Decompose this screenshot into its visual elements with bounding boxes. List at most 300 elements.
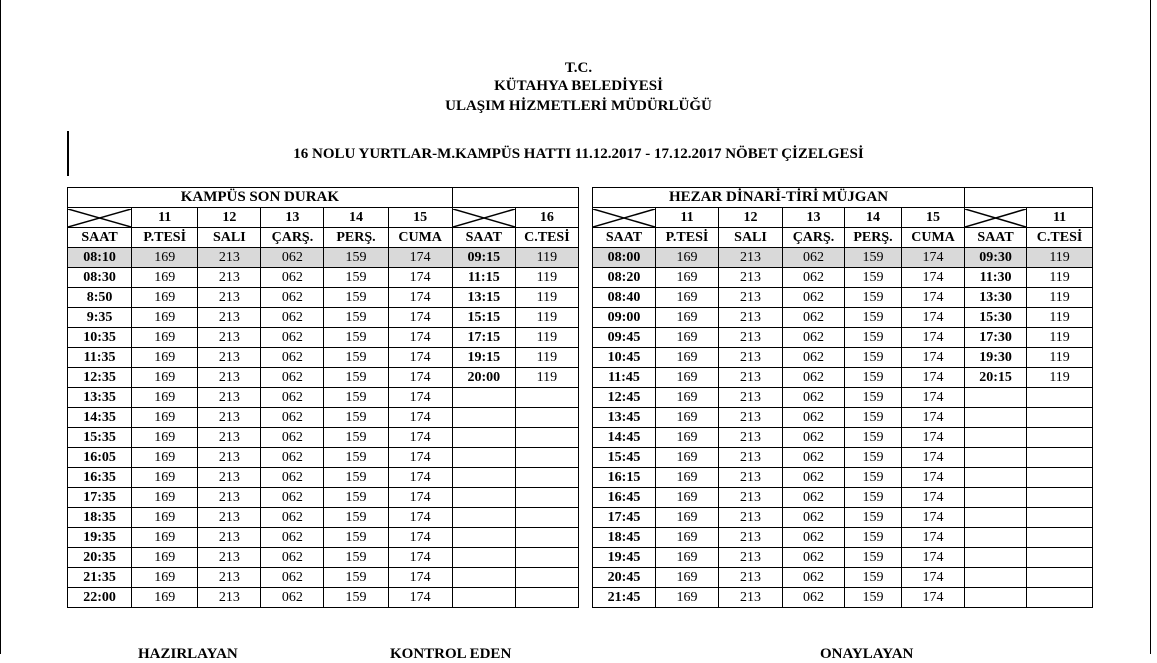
- value-cell: 213: [198, 368, 261, 388]
- value-cell: 174: [388, 348, 452, 368]
- table-row: [68, 408, 579, 428]
- saturday-time-cell: 11:30: [965, 268, 1027, 288]
- value-cell: 159: [324, 428, 388, 448]
- time-cell: 20:45: [593, 568, 656, 588]
- saturday-value-cell: 119: [1027, 348, 1093, 368]
- saturday-value-cell: 119: [1027, 368, 1093, 388]
- value-cell: 174: [902, 588, 965, 608]
- date-cell: 11: [1027, 208, 1093, 228]
- empty-cell: [452, 508, 515, 528]
- value-cell: 213: [719, 488, 783, 508]
- value-cell: 159: [845, 508, 902, 528]
- value-cell: 213: [198, 468, 261, 488]
- value-cell: 169: [656, 368, 719, 388]
- time-cell: 16:45: [593, 488, 656, 508]
- value-cell: 169: [656, 268, 719, 288]
- empty-cell: [965, 408, 1027, 428]
- empty-cell: [1027, 468, 1093, 488]
- empty-cell: [1027, 508, 1093, 528]
- column-header: C.TESİ: [515, 228, 578, 248]
- value-cell: 174: [902, 448, 965, 468]
- value-cell: 174: [902, 348, 965, 368]
- empty-cell: [515, 448, 578, 468]
- value-cell: 159: [324, 268, 388, 288]
- value-cell: 213: [719, 428, 783, 448]
- saturday-time-cell: 09:30: [965, 248, 1027, 268]
- value-cell: 213: [198, 388, 261, 408]
- empty-cell: [965, 568, 1027, 588]
- table-row: [593, 388, 1093, 408]
- value-cell: 169: [656, 428, 719, 448]
- date-cell: 14: [324, 208, 388, 228]
- table-row: [593, 368, 1093, 388]
- value-cell: 062: [261, 368, 324, 388]
- value-cell: 174: [902, 388, 965, 408]
- table-row: [593, 528, 1093, 548]
- value-cell: 169: [656, 508, 719, 528]
- value-cell: 169: [132, 488, 198, 508]
- value-cell: 159: [845, 348, 902, 368]
- empty-cell: [452, 388, 515, 408]
- saturday-time-cell: 17:15: [452, 328, 515, 348]
- table-row: [68, 588, 579, 608]
- empty-cell: [965, 528, 1027, 548]
- table-row: [593, 348, 1093, 368]
- saturday-time-cell: 15:15: [452, 308, 515, 328]
- value-cell: 169: [656, 348, 719, 368]
- time-cell: 17:35: [68, 488, 132, 508]
- table-row: [68, 528, 579, 548]
- value-cell: 169: [656, 308, 719, 328]
- value-cell: 159: [324, 488, 388, 508]
- signature-checked-label: KONTROL EDEN: [390, 646, 512, 662]
- value-cell: 062: [783, 248, 845, 268]
- value-cell: 169: [132, 468, 198, 488]
- value-cell: 213: [719, 388, 783, 408]
- signature-prepared-label: HAZIRLAYAN: [138, 646, 238, 662]
- value-cell: 213: [719, 528, 783, 548]
- date-cell: 15: [388, 208, 452, 228]
- value-cell: 174: [902, 548, 965, 568]
- value-cell: 174: [388, 368, 452, 388]
- empty-cell: [452, 428, 515, 448]
- date-cell: 12: [198, 208, 261, 228]
- value-cell: 174: [388, 488, 452, 508]
- value-cell: 062: [261, 388, 324, 408]
- value-cell: 174: [388, 588, 452, 608]
- value-cell: 062: [783, 408, 845, 428]
- value-cell: 159: [845, 468, 902, 488]
- value-cell: 062: [783, 508, 845, 528]
- value-cell: 159: [324, 508, 388, 528]
- empty-cell: [965, 488, 1027, 508]
- value-cell: 213: [719, 448, 783, 468]
- crossed-cell: [68, 208, 132, 228]
- value-cell: 174: [902, 428, 965, 448]
- value-cell: 062: [261, 548, 324, 568]
- value-cell: 213: [719, 268, 783, 288]
- empty-cell: [965, 468, 1027, 488]
- empty-cell: [1027, 448, 1093, 468]
- value-cell: 174: [902, 368, 965, 388]
- time-cell: 19:45: [593, 548, 656, 568]
- empty-cell: [1027, 548, 1093, 568]
- crossed-cell: [965, 208, 1027, 228]
- saturday-time-cell: 09:15: [452, 248, 515, 268]
- empty-cell: [452, 468, 515, 488]
- value-cell: 062: [261, 488, 324, 508]
- saturday-time-cell: 17:30: [965, 328, 1027, 348]
- value-cell: 062: [261, 528, 324, 548]
- empty-cell: [515, 588, 578, 608]
- value-cell: 169: [656, 588, 719, 608]
- value-cell: 213: [719, 568, 783, 588]
- value-cell: 062: [783, 588, 845, 608]
- time-cell: 18:45: [593, 528, 656, 548]
- value-cell: 174: [388, 568, 452, 588]
- date-cell: 15: [902, 208, 965, 228]
- value-cell: 174: [902, 408, 965, 428]
- table-row: [68, 348, 579, 368]
- saturday-value-cell: 119: [515, 348, 578, 368]
- value-cell: 169: [132, 588, 198, 608]
- column-header-row: [68, 228, 579, 248]
- column-header: SAAT: [965, 228, 1027, 248]
- value-cell: 062: [261, 568, 324, 588]
- value-cell: 174: [388, 548, 452, 568]
- time-cell: 14:45: [593, 428, 656, 448]
- column-header: CUMA: [902, 228, 965, 248]
- value-cell: 213: [198, 548, 261, 568]
- date-row: [68, 208, 579, 228]
- cross-mark-icon: [965, 209, 1026, 227]
- saturday-value-cell: 119: [1027, 268, 1093, 288]
- value-cell: 062: [261, 588, 324, 608]
- empty-cell: [1027, 408, 1093, 428]
- saturday-time-cell: 19:30: [965, 348, 1027, 368]
- value-cell: 174: [388, 288, 452, 308]
- time-cell: 8:50: [68, 288, 132, 308]
- empty-cell: [452, 588, 515, 608]
- saturday-value-cell: 119: [1027, 308, 1093, 328]
- value-cell: 213: [719, 588, 783, 608]
- empty-cell: [965, 388, 1027, 408]
- value-cell: 159: [845, 248, 902, 268]
- column-header: SAAT: [593, 228, 656, 248]
- date-cell: 13: [783, 208, 845, 228]
- value-cell: 159: [324, 388, 388, 408]
- value-cell: 174: [902, 488, 965, 508]
- time-cell: 12:35: [68, 368, 132, 388]
- time-cell: 20:35: [68, 548, 132, 568]
- empty-cell: [515, 568, 578, 588]
- value-cell: 174: [388, 328, 452, 348]
- value-cell: 062: [783, 428, 845, 448]
- value-cell: 062: [261, 408, 324, 428]
- time-cell: 08:10: [68, 248, 132, 268]
- value-cell: 062: [783, 488, 845, 508]
- empty-cell: [515, 528, 578, 548]
- time-cell: 17:45: [593, 508, 656, 528]
- value-cell: 169: [132, 388, 198, 408]
- value-cell: 213: [719, 288, 783, 308]
- table-row: [68, 428, 579, 448]
- time-cell: 10:45: [593, 348, 656, 368]
- time-cell: 19:35: [68, 528, 132, 548]
- value-cell: 159: [845, 428, 902, 448]
- saturday-value-cell: 119: [515, 268, 578, 288]
- time-cell: 9:35: [68, 308, 132, 328]
- crossed-cell: [452, 208, 515, 228]
- value-cell: 062: [783, 548, 845, 568]
- table-row: [68, 268, 579, 288]
- column-header: P.TESİ: [656, 228, 719, 248]
- empty-cell: [1027, 488, 1093, 508]
- empty-cell: [515, 408, 578, 428]
- header-municipality: KÜTAHYA BELEDİYESİ: [494, 78, 663, 94]
- table-row: [593, 328, 1093, 348]
- empty-cell: [965, 588, 1027, 608]
- value-cell: 174: [388, 408, 452, 428]
- saturday-time-cell: 13:15: [452, 288, 515, 308]
- value-cell: 174: [902, 508, 965, 528]
- value-cell: 159: [324, 288, 388, 308]
- column-header-row: [593, 228, 1093, 248]
- column-header: SAAT: [68, 228, 132, 248]
- value-cell: 213: [198, 508, 261, 528]
- value-cell: 213: [198, 248, 261, 268]
- table-title-row: [593, 188, 1093, 208]
- time-cell: 16:05: [68, 448, 132, 468]
- table-row: [68, 288, 579, 308]
- value-cell: 213: [198, 428, 261, 448]
- time-cell: 13:45: [593, 408, 656, 428]
- value-cell: 062: [783, 388, 845, 408]
- column-header: ÇARŞ.: [261, 228, 324, 248]
- value-cell: 062: [783, 308, 845, 328]
- saturday-value-cell: 119: [1027, 288, 1093, 308]
- value-cell: 159: [845, 368, 902, 388]
- value-cell: 174: [388, 528, 452, 548]
- time-cell: 12:45: [593, 388, 656, 408]
- cross-mark-icon: [593, 209, 655, 227]
- column-header: SALI: [198, 228, 261, 248]
- value-cell: 169: [132, 248, 198, 268]
- table-row: [593, 468, 1093, 488]
- table-row: [593, 248, 1093, 268]
- value-cell: 213: [198, 328, 261, 348]
- value-cell: 174: [388, 448, 452, 468]
- table-title-row: [68, 188, 579, 208]
- signature-approved-label: ONAYLAYAN: [820, 646, 914, 662]
- value-cell: 174: [388, 508, 452, 528]
- time-cell: 08:20: [593, 268, 656, 288]
- empty-cell: [515, 428, 578, 448]
- value-cell: 159: [845, 288, 902, 308]
- value-cell: 062: [783, 368, 845, 388]
- date-cell: 11: [132, 208, 198, 228]
- value-cell: 169: [656, 488, 719, 508]
- column-header: PERŞ.: [324, 228, 388, 248]
- value-cell: 213: [198, 308, 261, 328]
- value-cell: 174: [902, 248, 965, 268]
- value-cell: 174: [388, 468, 452, 488]
- time-cell: 18:35: [68, 508, 132, 528]
- value-cell: 159: [845, 388, 902, 408]
- value-cell: 213: [719, 348, 783, 368]
- value-cell: 169: [656, 568, 719, 588]
- table-row: [593, 268, 1093, 288]
- table-row: [68, 548, 579, 568]
- table-row: [593, 308, 1093, 328]
- time-cell: 08:30: [68, 268, 132, 288]
- value-cell: 213: [198, 348, 261, 368]
- saturday-time-cell: 20:15: [965, 368, 1027, 388]
- time-cell: 10:35: [68, 328, 132, 348]
- empty-cell: [965, 508, 1027, 528]
- value-cell: 062: [783, 468, 845, 488]
- value-cell: 174: [902, 568, 965, 588]
- time-cell: 16:15: [593, 468, 656, 488]
- time-cell: 09:45: [593, 328, 656, 348]
- table-row: [68, 388, 579, 408]
- time-cell: 15:35: [68, 428, 132, 448]
- value-cell: 169: [656, 388, 719, 408]
- saturday-value-cell: 119: [515, 248, 578, 268]
- table-row: [593, 448, 1093, 468]
- cross-mark-icon: [453, 209, 515, 227]
- value-cell: 062: [261, 308, 324, 328]
- value-cell: 213: [719, 468, 783, 488]
- column-header: ÇARŞ.: [783, 228, 845, 248]
- value-cell: 213: [719, 248, 783, 268]
- value-cell: 062: [783, 328, 845, 348]
- value-cell: 169: [132, 508, 198, 528]
- column-header: SAAT: [452, 228, 515, 248]
- table-row: [68, 488, 579, 508]
- value-cell: 169: [132, 348, 198, 368]
- value-cell: 062: [261, 268, 324, 288]
- value-cell: 169: [132, 528, 198, 548]
- date-cell: 16: [515, 208, 578, 228]
- header-department: ULAŞIM HİZMETLERİ MÜDÜRLÜĞÜ: [445, 98, 712, 114]
- table-row: [68, 368, 579, 388]
- column-header: PERŞ.: [845, 228, 902, 248]
- value-cell: 159: [324, 568, 388, 588]
- value-cell: 159: [845, 568, 902, 588]
- value-cell: 159: [845, 588, 902, 608]
- table-title: KAMPÜS SON DURAK: [68, 188, 453, 208]
- table-row: [593, 568, 1093, 588]
- value-cell: 159: [845, 488, 902, 508]
- value-cell: 213: [719, 328, 783, 348]
- value-cell: 062: [783, 348, 845, 368]
- empty-cell: [452, 548, 515, 568]
- value-cell: 062: [783, 528, 845, 548]
- time-cell: 21:35: [68, 568, 132, 588]
- saturday-time-cell: 13:30: [965, 288, 1027, 308]
- date-cell: 13: [261, 208, 324, 228]
- value-cell: 159: [324, 308, 388, 328]
- value-cell: 062: [261, 508, 324, 528]
- time-cell: 11:45: [593, 368, 656, 388]
- value-cell: 062: [261, 328, 324, 348]
- empty-cell: [1027, 428, 1093, 448]
- saturday-time-cell: 19:15: [452, 348, 515, 368]
- time-cell: 08:00: [593, 248, 656, 268]
- time-cell: 08:40: [593, 288, 656, 308]
- empty-cell: [515, 548, 578, 568]
- table-row: [68, 448, 579, 468]
- value-cell: 213: [198, 588, 261, 608]
- document-title: 16 NOLU YURTLAR-M.KAMPÜS HATTI 11.12.2017 - 17.12.2017 NÖBET ÇİZELGESİ: [293, 146, 864, 162]
- empty-cell: [1027, 568, 1093, 588]
- saturday-time-cell: 15:30: [965, 308, 1027, 328]
- value-cell: 213: [198, 268, 261, 288]
- empty-cell: [515, 468, 578, 488]
- empty-cell: [965, 428, 1027, 448]
- schedule-table-kampus: [67, 187, 579, 608]
- saturday-time-cell: 11:15: [452, 268, 515, 288]
- empty-cell: [452, 568, 515, 588]
- table-row: [68, 308, 579, 328]
- value-cell: 169: [656, 548, 719, 568]
- value-cell: 169: [132, 328, 198, 348]
- header-tc: T.C.: [564, 60, 593, 76]
- value-cell: 159: [324, 448, 388, 468]
- value-cell: 169: [656, 468, 719, 488]
- value-cell: 062: [261, 448, 324, 468]
- empty-cell: [1027, 388, 1093, 408]
- empty-cell: [965, 448, 1027, 468]
- value-cell: 174: [902, 528, 965, 548]
- empty-cell: [515, 488, 578, 508]
- empty-header-cell: [452, 188, 578, 208]
- value-cell: 169: [656, 408, 719, 428]
- value-cell: 213: [198, 568, 261, 588]
- date-row: [593, 208, 1093, 228]
- date-cell: 11: [656, 208, 719, 228]
- value-cell: 159: [324, 368, 388, 388]
- value-cell: 062: [261, 288, 324, 308]
- value-cell: 159: [324, 328, 388, 348]
- empty-cell: [515, 388, 578, 408]
- value-cell: 169: [656, 528, 719, 548]
- value-cell: 062: [783, 448, 845, 468]
- column-header: C.TESİ: [1027, 228, 1093, 248]
- value-cell: 174: [388, 308, 452, 328]
- time-cell: 09:00: [593, 308, 656, 328]
- time-cell: 11:35: [68, 348, 132, 368]
- table-row: [68, 328, 579, 348]
- value-cell: 159: [845, 328, 902, 348]
- value-cell: 169: [132, 428, 198, 448]
- value-cell: 174: [902, 288, 965, 308]
- value-cell: 174: [388, 268, 452, 288]
- value-cell: 174: [902, 328, 965, 348]
- value-cell: 169: [656, 288, 719, 308]
- empty-cell: [452, 408, 515, 428]
- value-cell: 062: [783, 568, 845, 588]
- empty-header-cell: [965, 188, 1093, 208]
- saturday-value-cell: 119: [1027, 248, 1093, 268]
- value-cell: 174: [388, 428, 452, 448]
- value-cell: 062: [261, 248, 324, 268]
- value-cell: 213: [719, 308, 783, 328]
- value-cell: 213: [198, 528, 261, 548]
- crossed-cell: [593, 208, 656, 228]
- value-cell: 159: [324, 588, 388, 608]
